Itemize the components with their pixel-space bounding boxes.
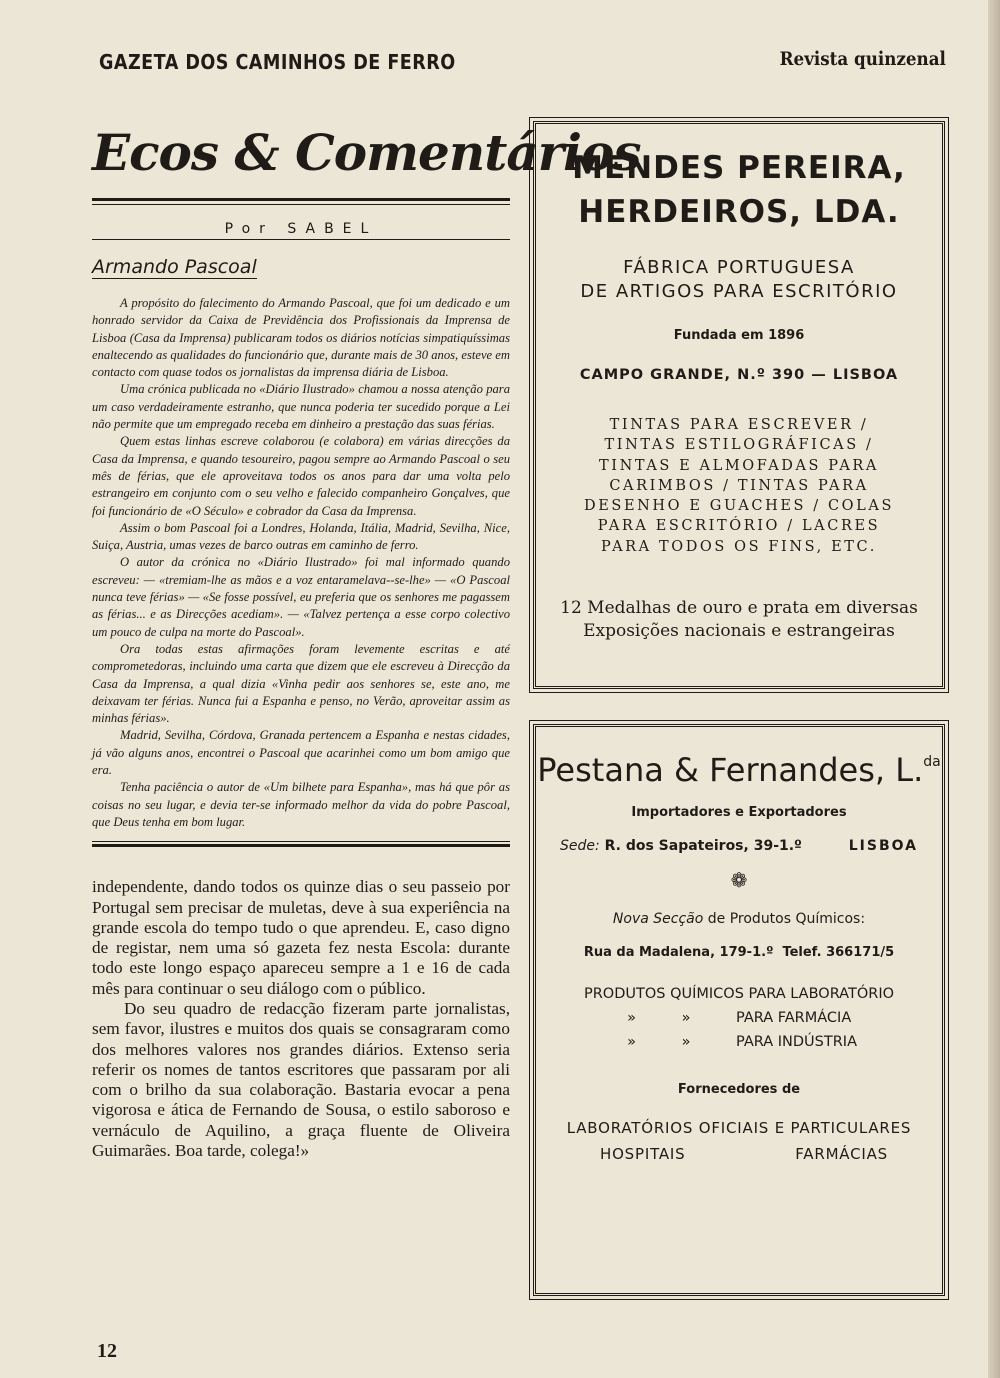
ad-new-section-rest: de Produtos Químicos: xyxy=(707,911,866,927)
ad-address: CAMPO GRANDE, N.º 390 — LISBOA xyxy=(579,367,899,383)
byline-rule xyxy=(92,239,510,240)
running-head-subtitle: Revista quinzenal xyxy=(779,48,946,70)
ditto-mark: » xyxy=(627,1034,636,1050)
ad-activity: Importadores e Exportadores xyxy=(631,805,847,820)
ad-product-text: PARA FARMÁCIA xyxy=(736,1010,852,1026)
article-paragraph: independente, dando todos os quinze dias o seu passeio por Portugal sem precisar de muletas, deve à sua experiência na grande escola do tempo tudo o que aprendeu. E, caso digno de registar, nem uma só gazeta fez nesta Escola: durante todo este longo espaço apareceu sempre a 1 e 16 de cada mês para continuar o seu diálogo com o público. xyxy=(92,877,510,998)
ad-clients-hospitals: HOSPITAIS xyxy=(600,1145,686,1163)
ditto-mark: » xyxy=(627,1010,636,1026)
column-paragraph: Tenha paciência o autor de «Um bilhete para Espanha», mas há que pôr as coisas no seu lugar, e devia ter-se informado melhor da vida do pobre Pascoal, que Deus tenha em bom lugar. xyxy=(92,780,510,829)
ad-sede-address: R. dos Sapateiros, 39-1.º xyxy=(604,838,802,854)
column-bottom-rule xyxy=(92,841,510,842)
ad-products: TINTAS PARA ESCREVER / TINTAS ESTILOGRÁFICAS / TINTAS E ALMOFADAS PARA CARIMBOS / TINTAS PARA DESENHO E GUACHES / COLAS PARA ESCRITÓRIO / LACRES PARA TODOS OS FINS, ETC. xyxy=(584,417,894,555)
ad-subtitle-line2: DE ARTIGOS PARA ESCRITÓRIO xyxy=(580,281,898,302)
ad-suppliers-label: Fornecedores de xyxy=(677,1082,801,1097)
page-number: 12 xyxy=(97,1340,117,1362)
column-paragraph: Uma crónica publicada no «Diário Ilustrado» chamou a nossa atenção para um caso verdadeiramente estranho, que nunca poderia ter sucedido porque a Lei não permite que um empregado receba em dinheiro a prestação das suas férias. xyxy=(92,382,510,432)
ditto-mark: » xyxy=(681,1034,691,1050)
ad-mendes-pereira xyxy=(533,121,945,689)
column-paragraph: Assim o bom Pascoal foi a Londres, Holanda, Itália, Madrid, Sevilha, Nice, Suiça, Austria, umas vezes de barco outras em caminho de ferro. xyxy=(92,520,510,553)
ad-founded: Fundada em 1896 xyxy=(673,328,805,343)
ad-product-text: PRODUTOS QUÍMICOS PARA LABORATÓRIO xyxy=(583,986,895,1002)
ad-new-section-italic: Nova Secção xyxy=(612,911,704,927)
ad-company-name-sup: da xyxy=(923,754,941,770)
ad-clients-pharmacies: FARMÁCIAS xyxy=(795,1145,888,1163)
article-paragraph: Do seu quadro de redacção fizeram parte jornalistas, sem favor, ilustres e muitos dos quais se consagraram como dos melhores valores nos grandes diários. Extenso seria referir os nomes de tantos escritores que passaram por ali com o brilho da sua colaboração. Bastaria evocar a pena vigorosa e ática de Fernando de Sousa, o estilo saboroso e vernáculo de Aquilino, a graça fluente de Oliveira Guimarães. Boa tarde, colega!» xyxy=(92,998,510,1161)
ornament-icon: ❁ xyxy=(730,870,748,892)
ad-product-text: PARA INDÚSTRIA xyxy=(736,1034,857,1050)
ad-product-row xyxy=(536,1030,942,1054)
masthead-rule-thin xyxy=(92,204,510,205)
column-byline: Por SABEL xyxy=(224,221,378,237)
section-title: Armando Pascoal xyxy=(92,256,257,278)
ad-company-name-line2: HERDEIROS, LDA. xyxy=(578,194,900,230)
ad-company-name-line1: MENDES PEREIRA, xyxy=(572,150,906,186)
running-head-title: GAZETA DOS CAMINHOS DE FERRO xyxy=(99,50,456,74)
ad-clients-line2 xyxy=(536,1145,942,1163)
ad-new-section xyxy=(536,911,942,927)
ad-sede-line xyxy=(536,838,942,854)
ad-company-name-text: Pestana & Fernandes, L. xyxy=(537,751,924,789)
ad-address2: Rua da Madalena, 179-1.º Telef. 366171/5 xyxy=(583,945,895,960)
ad-medals: 12 Medalhas de ouro e prata em diversas Exposições nacionais e estrangeiras xyxy=(560,598,918,642)
ditto-mark: » xyxy=(681,1010,691,1026)
column-paragraph: Madrid, Sevilha, Córdova, Granada pertencem a Espanha e nestas cidades, já vão alguns anos, encontrei o Pascoal que acarinhei como um bom amigo que era. xyxy=(92,728,510,778)
column-paragraph: Ora todas estas afirmações foram levemente escritas e até comprometedoras, incluindo uma carta que dizem que ele escreveu à Direcção da Casa da Imprensa, a qual dizia «Vinha pedir aos senhores se, este ano, me deixavam ter férias. Nunca fui a Espanha e penso, no Verão, aproveitar assim as minhas férias». xyxy=(92,641,510,726)
column-masthead: Ecos & Comentários xyxy=(92,123,641,182)
column-paragraph: A propósito do falecimento do Armando Pascoal, que foi um dedicado e um honrado servidor da Caixa de Previdência dos Profissionais da Imprensa de Lisboa (Casa da Imprensa) publicaram todos os diários notícias simpatiquíssimas enaltecendo as qualidades do funcionário que, durante mais de 30 anos, esteve em contacto com quase todos os jornalistas da imprensa diária de Lisboa. xyxy=(92,296,510,380)
ad-product-row xyxy=(536,1006,942,1030)
ad-sede-label: Sede: xyxy=(560,838,600,854)
ad-clients-line1: LABORATÓRIOS OFICIAIS E PARTICULARES xyxy=(566,1119,912,1137)
ad-pestana-fernandes xyxy=(533,724,945,1296)
ad-product-row xyxy=(536,982,942,1006)
masthead-rule xyxy=(92,198,510,201)
column-paragraph: Quem estas linhas escreve colaborou (e colabora) em várias direcções da Casa da Imprensa, e quando tesoureiro, pagou sempre ao Armando Pascoal o seu mês de férias, que ele aproveitava todos os anos para dar uma volta pelo estrangeiro em conjunto com o seu velho e falecido companheiro Gonçalves, que foi funcionário de «O Século» e cobrador da Casa da Imprensa. xyxy=(92,434,510,518)
ad-subtitle-line1: FÁBRICA PORTUGUESA xyxy=(623,257,855,278)
page-edge xyxy=(988,0,1000,1378)
article-body xyxy=(92,877,510,1161)
column-body xyxy=(92,295,510,831)
ad-company-name xyxy=(536,751,942,789)
column-paragraph: O autor da crónica no «Diário Ilustrado» foi mal informado quando escreveu: — «tremiam-lhe as mãos e a voz entaramelava--se-lhe» — «O Pascoal nunca teve férias» — «Se fosse possível, eu preferia que os senhores me pagassem as férias... e as Direcções acediam». — «Talvez pertença a esse corpo colectivo um pouco de culpa na morte do Pascoal». xyxy=(92,555,510,639)
ad-products-list xyxy=(536,982,942,1054)
ad-sede-city: LISBOA xyxy=(848,838,918,854)
column-bottom-rule-thick xyxy=(92,844,510,847)
